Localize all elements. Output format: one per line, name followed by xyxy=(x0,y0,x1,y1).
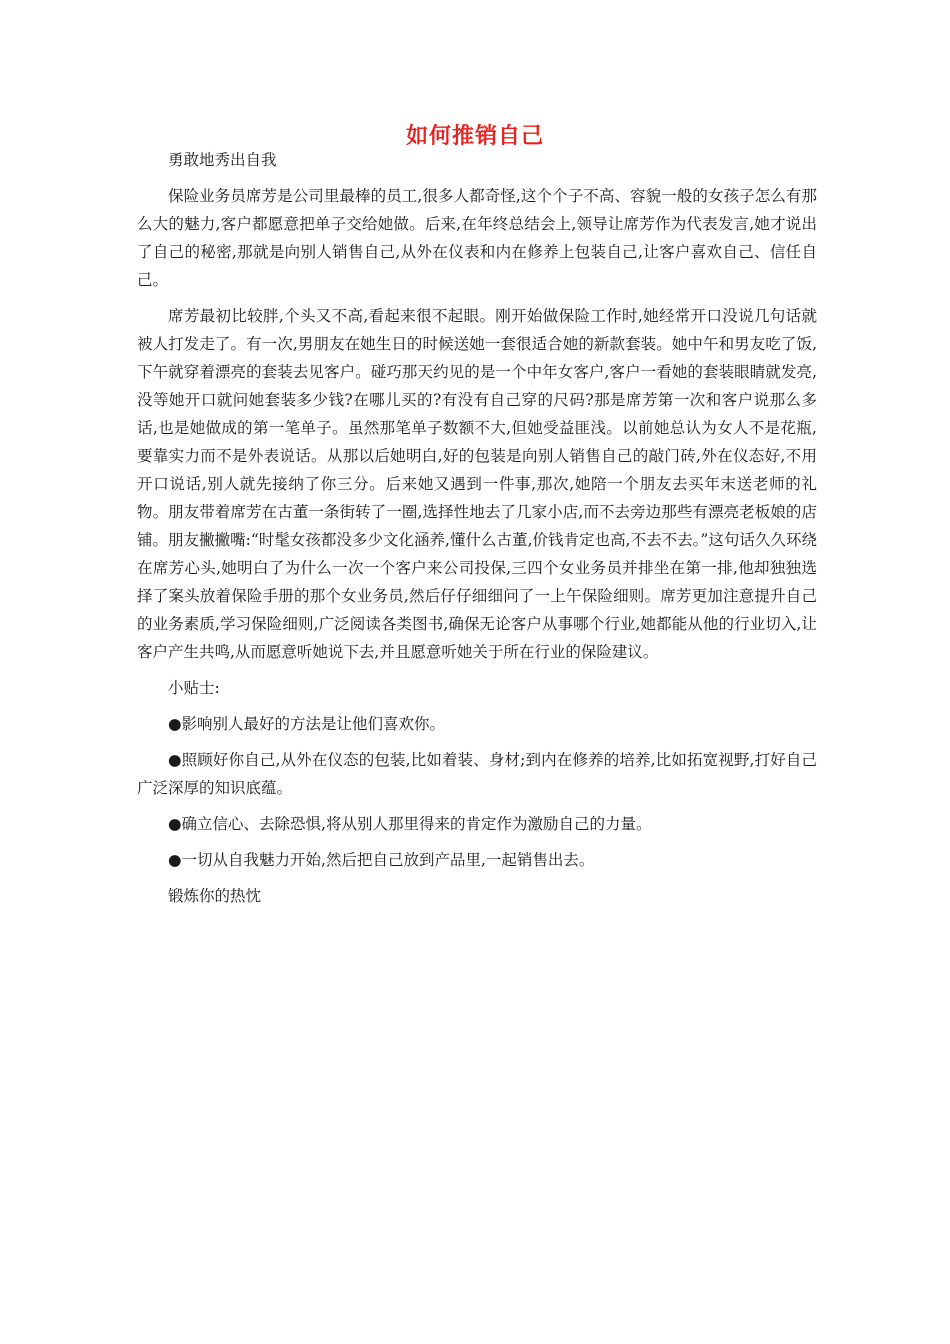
body-paragraph: 席芳最初比较胖,个头又不高,看起来很不起眼。刚开始做保险工作时,她经常开口没说几句话就被人打发走了。有一次,男朋友在她生日的时候送她一套很适合她的新款套装。她中午和男友吃了饭,下午就穿着漂亮的套装去见客户。碰巧那天约见的是一个中年女客户,客户一看她的套装眼睛就发亮,没等她开口就问她套装多少钱?在哪儿买的?有没有自己穿的尺码?那是席芳第一次和客户说那么多话,也是她做成的第一笔单子。虽然那笔单子数额不大,但她受益匪浅。以前她总认为女人不是花瓶,要靠实力而不是外表说话。从那以后她明白,好的包装是向别人销售自己的敲门砖,外在仪态好,不用开口说话,别人就先接纳了你三分。后来她又遇到一件事,那次,她陪一个朋友去买年末送老师的礼物。朋友带着席芳在古董一条街转了一圈,选择性地去了几家小店,而不去旁边那些有漂亮老板娘的店铺。朋友撇撇嘴:“时髦女孩都没多少文化涵养,懂什么古董,价钱肯定也高,不去不去。”这句话久久环绕在席芳心头,她明白了为什么一次一个客户来公司投保,三四个女业务员并排坐在第一排,他却独独选择了案头放着保险手册的那个女业务员,然后仔仔细细问了一上午保险细则。席芳更加注意提升自己的业务素质,学习保险细则,广泛阅读各类图书,确保无论客户从事哪个行业,她都能从他的行业切入,让客户产生共鸣,从而愿意听她说下去,并且愿意听她关于所在行业的保险建议。 xyxy=(137,307,817,661)
section-heading: 勇敢地秀出自我 xyxy=(168,151,277,169)
page-title: 如何推销自己 xyxy=(405,123,544,149)
body-paragraph: 保险业务员席芳是公司里最棒的员工,很多人都奇怪,这个个子不高、容貌一般的女孩子怎么有那么大的魅力,客户都愿意把单子交给她做。后来,在年终总结会上,领导让席芳作为代表发言,她才说出了自己的秘密,那就是向别人销售自己,从外在仪表和内在修养上包装自己,让客户喜欢自己、信任自己。 xyxy=(137,187,817,289)
section-heading: 锻炼你的热忱 xyxy=(168,887,262,905)
tip-item: ●确立信心、去除恐惧,将从别人那里得来的肯定作为激励自己的力量。 xyxy=(168,815,652,833)
document-body xyxy=(137,146,817,910)
tip-item: ●照顾好你自己,从外在仪态的包装,比如着装、身材;到内在修养的培养,比如拓宽视野,打好自己广泛深厚的知识底蕴。 xyxy=(137,751,817,797)
tip-item: ●一切从自我魅力开始,然后把自己放到产品里,一起销售出去。 xyxy=(168,851,595,869)
tip-item: ●影响别人最好的方法是让他们喜欢你。 xyxy=(168,715,446,733)
tips-heading: 小贴士: xyxy=(168,679,220,697)
